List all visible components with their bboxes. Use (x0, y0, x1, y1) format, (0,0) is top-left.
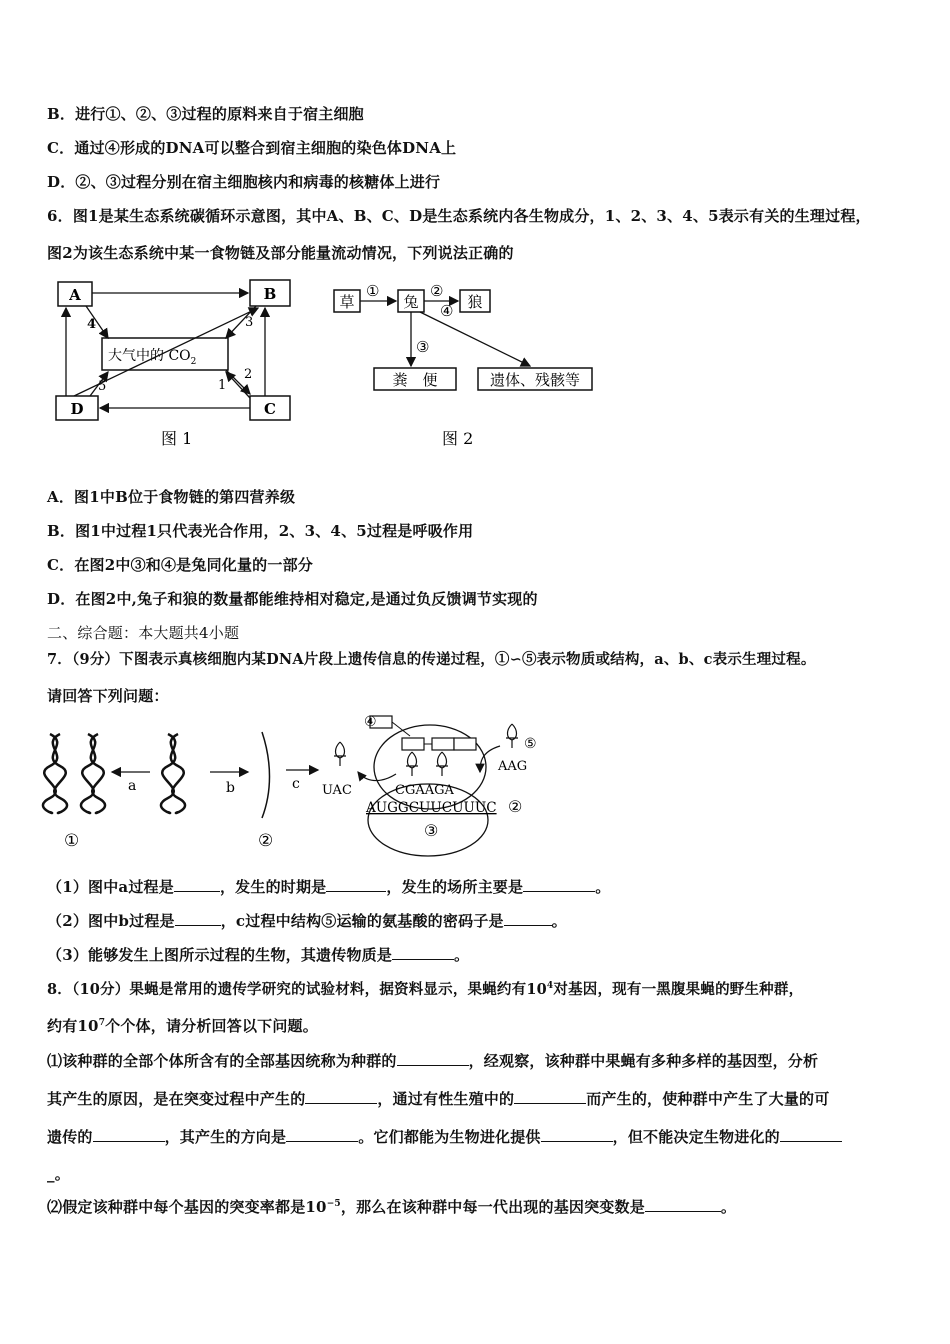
answer-blank[interactable] (392, 947, 454, 960)
process-b-label: b (226, 780, 235, 796)
q8-sub1-line2: 其产生的原因，是在突变过程中产生的 ，通过有性生殖中的 而产生的，使种群中产生了大量的可 (47, 1090, 830, 1108)
flow-label-2: ② (430, 282, 444, 300)
trna-anticodon-aag: AAG (498, 759, 528, 774)
q8-sub2: ⑵假定该种群中每个基因的突变率都是$10^{-5}$，那么在该种群中每一代出现的基因突变数是 。 (47, 1198, 737, 1216)
mrna-sequence: AUGGCUUCUUUC (366, 800, 497, 816)
process-2: 2 (244, 367, 253, 382)
flow-label-3: ③ (416, 338, 430, 356)
q5-option-b: B．进行①、②、③过程的原料来自于宿主细胞 (47, 105, 364, 123)
q6-stem-line1: 6．图1是某生态系统碳循环示意图，其中A、B、C、D是生态系统内各生物成分，1、2、3、4、5表示有关的生理过程， (47, 207, 871, 225)
section-2-heading: 二、综合题：本大题共4小题 (47, 624, 240, 642)
answer-blank[interactable] (326, 879, 386, 892)
label-2-left: ② (258, 831, 274, 851)
q6-stem-line2: 图2为该生态系统中某一食物链及部分能量流动情况，下列说法正确的 (47, 244, 514, 262)
answer-blank[interactable] (93, 1129, 165, 1142)
answer-blank[interactable] (504, 913, 552, 926)
q7-sub3: （3）能够发生上图所示过程的生物，其遗传物质是 。 (47, 946, 470, 964)
node-b: B (263, 285, 277, 303)
q8-stem-line1: 8．（10分）果蝇是常用的遗传学研究的试验材料，据资料显示，果蝇约有$10^4$对基因，现有一黑腹果蝇的野生种群， (47, 981, 804, 998)
figure2-caption: 图 2 (442, 429, 474, 448)
process-4: 4 (87, 317, 97, 332)
dna-helix-3 (161, 734, 185, 813)
q6-option-d: D．在图2中,兔子和狼的数量都能维持相对稳定,是通过负反馈调节实现的 (47, 590, 538, 608)
answer-blank[interactable] (514, 1091, 586, 1104)
answer-blank[interactable] (541, 1129, 613, 1142)
anticodons-cgaaga: CGAAGA (395, 783, 454, 798)
label-2-right: ② (508, 797, 523, 816)
q6-option-c: C．在图2中③和④是兔同化量的一部分 (47, 556, 313, 574)
answer-blank[interactable] (174, 879, 220, 892)
q7-stem-line2: 请回答下列问题： (47, 687, 169, 705)
answer-blank[interactable] (175, 913, 221, 926)
wolf-node: 狼 (467, 293, 483, 311)
q8-sub1-line3: 遗传的 ，其产生的方向是 。它们都能为生物进化提供 ，但不能决定生物进化的 (47, 1126, 842, 1147)
process-c-label: c (292, 776, 300, 792)
process-3: 3 (245, 315, 254, 330)
process-5: 5 (98, 379, 107, 394)
answer-blank[interactable] (397, 1053, 469, 1066)
node-a: A (69, 286, 81, 304)
process-a-label: a (128, 778, 137, 794)
flow-label-1: ① (366, 282, 380, 300)
q8-sub1-line1: ⑴该种群的全部个体所含有的全部基因统称为种群的 ，经观察，该种群中果蝇有多种多样的基因型，分析 (47, 1052, 819, 1070)
carbon-cycle-figure (50, 276, 300, 454)
q5-option-c: C．通过④形成的DNA可以整合到宿主细胞的染色体DNA上 (47, 139, 457, 157)
q5-option-d: D．②、③过程分别在宿主细胞核内和病毒的核糖体上进行 (47, 173, 441, 191)
feces-node: 粪 便 (392, 371, 438, 389)
label-4: ④ (364, 714, 377, 730)
node-c: C (264, 400, 276, 418)
q7-sub1: （1）图中a过程是 ，发生的时期是 ，发生的场所主要是 。 (47, 878, 611, 896)
dna-helix-1 (43, 734, 67, 813)
answer-blank[interactable] (645, 1199, 721, 1212)
flow-label-4: ④ (440, 302, 454, 320)
dna-helix-2 (81, 734, 105, 813)
q7-stem-line1: 7．（9分）下图表示真核细胞内某DNA片段上遗传信息的传递过程，①∽⑤表示物质或结构，a、b、c表示生理过程。 (47, 651, 816, 668)
q8-sub1-line4: _。 (47, 1165, 70, 1183)
trna-anticodon-uac: UAC (322, 783, 352, 798)
figure1-caption: 图 1 (161, 429, 193, 448)
atmosphere-co2-label: 大气中的 $CO_2$ (108, 348, 197, 367)
answer-blank[interactable] (523, 879, 595, 892)
process-1: 1 (218, 378, 227, 393)
answer-blank[interactable] (305, 1091, 377, 1104)
mrna-strand (262, 732, 270, 818)
food-chain-figure (330, 276, 600, 454)
label-3: ③ (424, 821, 439, 840)
q7-sub2: （2）图中b过程是 ，c过程中结构⑤运输的氨基酸的密码子是 。 (47, 912, 567, 930)
label-5: ⑤ (524, 736, 537, 752)
answer-blank[interactable] (780, 1129, 842, 1142)
answer-blank[interactable] (286, 1129, 358, 1142)
q8-stem-line2: 约有$10^7$个个体，请分析回答以下问题。 (47, 1017, 318, 1035)
label-1: ① (64, 831, 80, 851)
remains-node: 遗体、残骸等 (489, 371, 581, 389)
q6-option-a: A．图1中B位于食物链的第四营养级 (47, 488, 296, 506)
q6-option-b: B．图1中过程1只代表光合作用，2、3、4、5过程是呼吸作用 (47, 522, 474, 540)
node-d: D (70, 400, 84, 418)
grass-node: 草 (339, 293, 355, 311)
gene-expression-figure (40, 712, 540, 862)
rabbit-node: 兔 (403, 293, 419, 311)
